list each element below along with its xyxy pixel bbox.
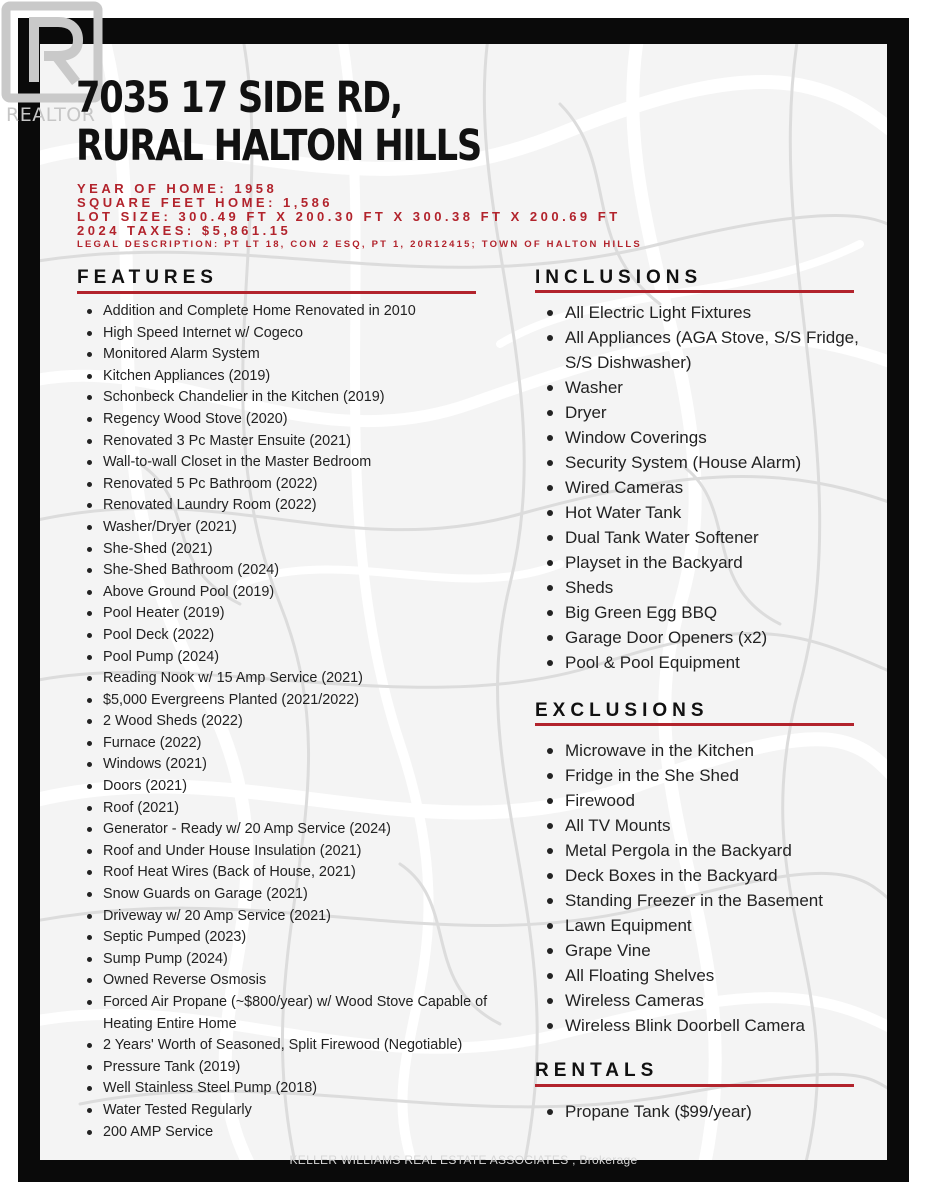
bullet-icon (547, 873, 553, 879)
bullet-icon (87, 482, 92, 487)
bullet-icon (87, 978, 92, 983)
exclusions-item-label: All Floating Shelves (565, 966, 715, 985)
inclusions-item-label: All Electric Light Fixtures (565, 303, 752, 322)
features-item-label: Washer/Dryer (2021) (103, 518, 237, 535)
bullet-icon (547, 560, 553, 566)
bullet-icon (547, 773, 553, 779)
bullet-icon (87, 568, 92, 573)
inclusions-item-label: Wired Cameras (565, 478, 684, 497)
bullet-icon (87, 849, 92, 854)
features-item (77, 539, 517, 561)
bullet-icon (87, 374, 92, 379)
inclusions-item (535, 625, 875, 650)
bullet-icon (87, 806, 92, 811)
bullet-icon (87, 1065, 92, 1070)
exclusions-heading: EXCLUSIONS (535, 700, 709, 721)
exclusions-item-label: Deck Boxes in the Backyard (565, 866, 778, 885)
exclusions-rule (535, 723, 854, 726)
bullet-icon (87, 460, 92, 465)
bullet-icon (87, 870, 92, 875)
inclusions-item-label: Big Green Egg BBQ (565, 603, 718, 622)
features-item-label: Pool Heater (2019) (103, 605, 225, 622)
features-item (77, 387, 517, 409)
bullet-icon (547, 898, 553, 904)
features-item (77, 1100, 517, 1122)
inclusions-item-label: Dual Tank Water Softener (565, 528, 759, 547)
bullet-icon (547, 535, 553, 541)
features-item (77, 841, 517, 863)
bullet-icon (547, 585, 553, 591)
bullet-icon (87, 1130, 92, 1135)
inclusions-item (535, 375, 875, 400)
bullet-icon (547, 1023, 553, 1029)
property-details (77, 182, 642, 251)
features-item-label: High Speed Internet w/ Cogeco (103, 324, 303, 341)
features-item-label: Reading Nook w/ 15 Amp Service (2021) (103, 670, 363, 687)
features-item (77, 819, 517, 841)
brokerage-watermark: KELLER WILLIAMS REAL ESTATE ASSOCIATES , Brokerage (289, 1153, 638, 1167)
lot-size: LOT SIZE: 300.49 FT X 200.30 FT X 300.38 FT X 200.69 FT (77, 209, 621, 224)
inclusions-item (535, 550, 875, 575)
bullet-icon (87, 417, 92, 422)
bullet-icon (87, 395, 92, 400)
features-item (77, 647, 517, 669)
exclusions-item (535, 913, 875, 938)
bullet-icon (87, 892, 92, 897)
bullet-icon (547, 435, 553, 441)
exclusions-item-label: Grape Vine (565, 941, 651, 960)
bullet-icon (547, 798, 553, 804)
features-item (77, 906, 517, 928)
features-item-label: Sump Pump (2024) (103, 950, 228, 967)
taxes: 2024 TAXES: $5,861.15 (77, 223, 292, 238)
bullet-icon (87, 503, 92, 508)
features-item (77, 862, 517, 884)
features-item (77, 409, 517, 431)
exclusions-item (535, 788, 875, 813)
features-item (77, 733, 517, 755)
inclusions-item (535, 325, 875, 375)
features-item-label: Wall-to-wall Closet in the Master Bedroom (103, 454, 372, 471)
bullet-icon (87, 352, 92, 357)
bullet-icon (547, 310, 553, 316)
rentals-item-label: Propane Tank ($99/year) (565, 1102, 752, 1121)
exclusions-item (535, 988, 875, 1013)
bullet-icon (87, 914, 92, 919)
inclusions-item (535, 600, 875, 625)
features-item (77, 884, 517, 906)
exclusions-item-label: Fridge in the She Shed (565, 766, 739, 785)
bullet-icon (87, 439, 92, 444)
inclusions-item-label: Pool & Pool Equipment (565, 653, 740, 672)
exclusions-item-label: Wireless Blink Doorbell Camera (565, 1016, 805, 1035)
exclusions-item-label: All TV Mounts (565, 816, 671, 835)
features-item (77, 1078, 517, 1100)
features-item (77, 517, 517, 539)
bullet-icon (547, 510, 553, 516)
features-item (77, 474, 517, 496)
rentals-rule (535, 1084, 854, 1087)
bullet-icon (87, 1108, 92, 1113)
features-item (77, 1057, 517, 1079)
inclusions-item (535, 650, 875, 675)
features-item-label: Water Tested Regularly (103, 1101, 252, 1118)
rentals-list (535, 1099, 875, 1124)
features-item-label: Renovated Laundry Room (2022) (103, 497, 317, 514)
features-item-label: Renovated 3 Pc Master Ensuite (2021) (103, 432, 351, 449)
bullet-icon (87, 957, 92, 962)
rentals-heading: RENTALS (535, 1060, 659, 1081)
features-item (77, 323, 517, 345)
bullet-icon (87, 590, 92, 595)
inclusions-item-label: Washer (565, 378, 623, 397)
features-item (77, 798, 517, 820)
bullet-icon (87, 719, 92, 724)
features-item-label: Doors (2021) (103, 778, 187, 795)
inclusions-item (535, 575, 875, 600)
legal-description: LEGAL DESCRIPTION: PT LT 18, CON 2 ESQ, PT 1, 20R12415; TOWN OF HALTON HILLS (77, 239, 642, 250)
exclusions-item-label: Wireless Cameras (565, 991, 704, 1010)
features-item-label: Septic Pumped (2023) (103, 929, 247, 946)
bullet-icon (547, 385, 553, 391)
features-item (77, 344, 517, 366)
features-item (77, 366, 517, 388)
bullet-icon (547, 485, 553, 491)
features-item-label: Driveway w/ 20 Amp Service (2021) (103, 907, 331, 924)
inclusions-heading: INCLUSIONS (535, 267, 703, 288)
exclusions-item (535, 1013, 875, 1038)
realtor-logo-label: REALTOR (6, 104, 96, 126)
inclusions-item-label: Garage Door Openers (x2) (565, 628, 768, 647)
inclusions-item (535, 450, 875, 475)
features-item-label: Generator - Ready w/ 20 Amp Service (2024) (103, 821, 391, 838)
inclusions-item-label: All Appliances (AGA Stove, S/S Fridge, S/S Dishwasher) (565, 328, 859, 372)
features-item-label: Furnace (2022) (103, 734, 202, 751)
features-item-label: Roof (2021) (103, 799, 179, 816)
features-item-label: Kitchen Appliances (2019) (103, 367, 271, 384)
exclusions-item-label: Metal Pergola in the Backyard (565, 841, 792, 860)
inclusions-item (535, 500, 875, 525)
bullet-icon (87, 1043, 92, 1048)
features-item-label: Regency Wood Stove (2020) (103, 410, 288, 427)
bullet-icon (547, 335, 553, 341)
features-item-label: Snow Guards on Garage (2021) (103, 886, 308, 903)
bullet-icon (87, 935, 92, 940)
features-item-label: Above Ground Pool (2019) (103, 583, 275, 600)
inclusions-item-label: Sheds (565, 578, 614, 597)
features-item (77, 690, 517, 712)
bullet-icon (547, 948, 553, 954)
exclusions-item (535, 888, 875, 913)
features-item-label: Schonbeck Chandelier in the Kitchen (2019) (103, 389, 385, 406)
inclusions-item (535, 400, 875, 425)
bullet-icon (87, 611, 92, 616)
features-item (77, 992, 517, 1035)
features-item-label: $5,000 Evergreens Planted (2021/2022) (103, 691, 360, 708)
year-of-home: YEAR OF HOME: 1958 (77, 181, 278, 196)
features-item (77, 582, 517, 604)
features-item-label: Pool Pump (2024) (103, 648, 219, 665)
property-address-title (76, 74, 481, 170)
bullet-icon (87, 309, 92, 314)
features-item (77, 927, 517, 949)
exclusions-item (535, 863, 875, 888)
features-item-label: Roof and Under House Insulation (2021) (103, 842, 362, 859)
exclusions-item (535, 963, 875, 988)
features-item-label: Pressure Tank (2019) (103, 1058, 241, 1075)
features-item-label: Roof Heat Wires (Back of House, 2021) (103, 864, 356, 881)
bullet-icon (87, 741, 92, 746)
features-item-label: 200 AMP Service (103, 1123, 214, 1140)
features-item-label: Well Stainless Steel Pump (2018) (103, 1080, 318, 1097)
bullet-icon (547, 460, 553, 466)
features-item-label: 2 Years' Worth of Seasoned, Split Firewood (Negotiable) (103, 1037, 463, 1054)
inclusions-item-label: Security System (House Alarm) (565, 453, 802, 472)
bullet-icon (547, 1109, 553, 1115)
features-item-label: She-Shed (2021) (103, 540, 213, 557)
exclusions-list (535, 738, 875, 1038)
features-item-label: Pool Deck (2022) (103, 626, 215, 643)
bullet-icon (547, 973, 553, 979)
bullet-icon (87, 547, 92, 552)
bullet-icon (547, 848, 553, 854)
bullet-icon (87, 331, 92, 336)
inclusions-item (535, 475, 875, 500)
bullet-icon (547, 410, 553, 416)
features-item-label: 2 Wood Sheds (2022) (103, 713, 243, 730)
features-item-label: She-Shed Bathroom (2024) (103, 562, 279, 579)
exclusions-item-label: Firewood (565, 791, 635, 810)
square-feet: SQUARE FEET HOME: 1,586 (77, 195, 334, 210)
features-item-label: Renovated 5 Pc Bathroom (2022) (103, 475, 318, 492)
address-line-1: 7035 17 SIDE RD, (76, 73, 403, 123)
bullet-icon (547, 660, 553, 666)
features-item (77, 1122, 517, 1144)
features-item-label: Forced Air Propane (~$800/year) w/ Wood Stove Capable of Heating Entire Home (103, 994, 488, 1032)
features-item-label: Addition and Complete Home Renovated in 2010 (103, 303, 416, 319)
features-rule (77, 291, 476, 294)
exclusions-item-label: Lawn Equipment (565, 916, 692, 935)
features-item-label: Windows (2021) (103, 756, 207, 773)
inclusions-item (535, 425, 875, 450)
features-item (77, 452, 517, 474)
features-item-label: Monitored Alarm System (103, 346, 260, 363)
bullet-icon (87, 762, 92, 767)
features-item (77, 970, 517, 992)
features-item (77, 495, 517, 517)
inclusions-item (535, 300, 875, 325)
features-item (77, 560, 517, 582)
features-item (77, 949, 517, 971)
exclusions-item (535, 813, 875, 838)
exclusions-item (535, 738, 875, 763)
features-item (77, 603, 517, 625)
features-item (77, 754, 517, 776)
bullet-icon (87, 784, 92, 789)
inclusions-item (535, 525, 875, 550)
bullet-icon (87, 633, 92, 638)
bullet-icon (547, 610, 553, 616)
bullet-icon (87, 655, 92, 660)
bullet-icon (547, 923, 553, 929)
bullet-icon (87, 1000, 92, 1005)
features-item (77, 625, 517, 647)
bullet-icon (87, 698, 92, 703)
bullet-icon (547, 823, 553, 829)
inclusions-item-label: Window Coverings (565, 428, 707, 447)
features-item (77, 668, 517, 690)
exclusions-item (535, 938, 875, 963)
inclusions-rule (535, 290, 854, 293)
features-item (77, 711, 517, 733)
exclusions-item (535, 763, 875, 788)
features-heading: FEATURES (77, 267, 218, 288)
features-item (77, 301, 517, 323)
features-item (77, 431, 517, 453)
address-line-2: RURAL HALTON HILLS (76, 121, 482, 171)
bullet-icon (547, 998, 553, 1004)
features-item (77, 1035, 517, 1057)
inclusions-item-label: Hot Water Tank (565, 503, 682, 522)
bullet-icon (547, 748, 553, 754)
bullet-icon (87, 676, 92, 681)
exclusions-item-label: Standing Freezer in the Basement (565, 891, 823, 910)
bullet-icon (87, 525, 92, 530)
bullet-icon (547, 635, 553, 641)
features-item-label: Owned Reverse Osmosis (103, 972, 267, 989)
exclusions-item-label: Microwave in the Kitchen (565, 741, 754, 760)
inclusions-item-label: Playset in the Backyard (565, 553, 743, 572)
inclusions-item-label: Dryer (565, 403, 607, 422)
features-item (77, 776, 517, 798)
bullet-icon (87, 827, 92, 832)
rentals-item (535, 1099, 875, 1124)
inclusions-list (535, 300, 875, 675)
exclusions-item (535, 838, 875, 863)
bullet-icon (87, 1086, 92, 1091)
features-list (77, 301, 517, 1143)
